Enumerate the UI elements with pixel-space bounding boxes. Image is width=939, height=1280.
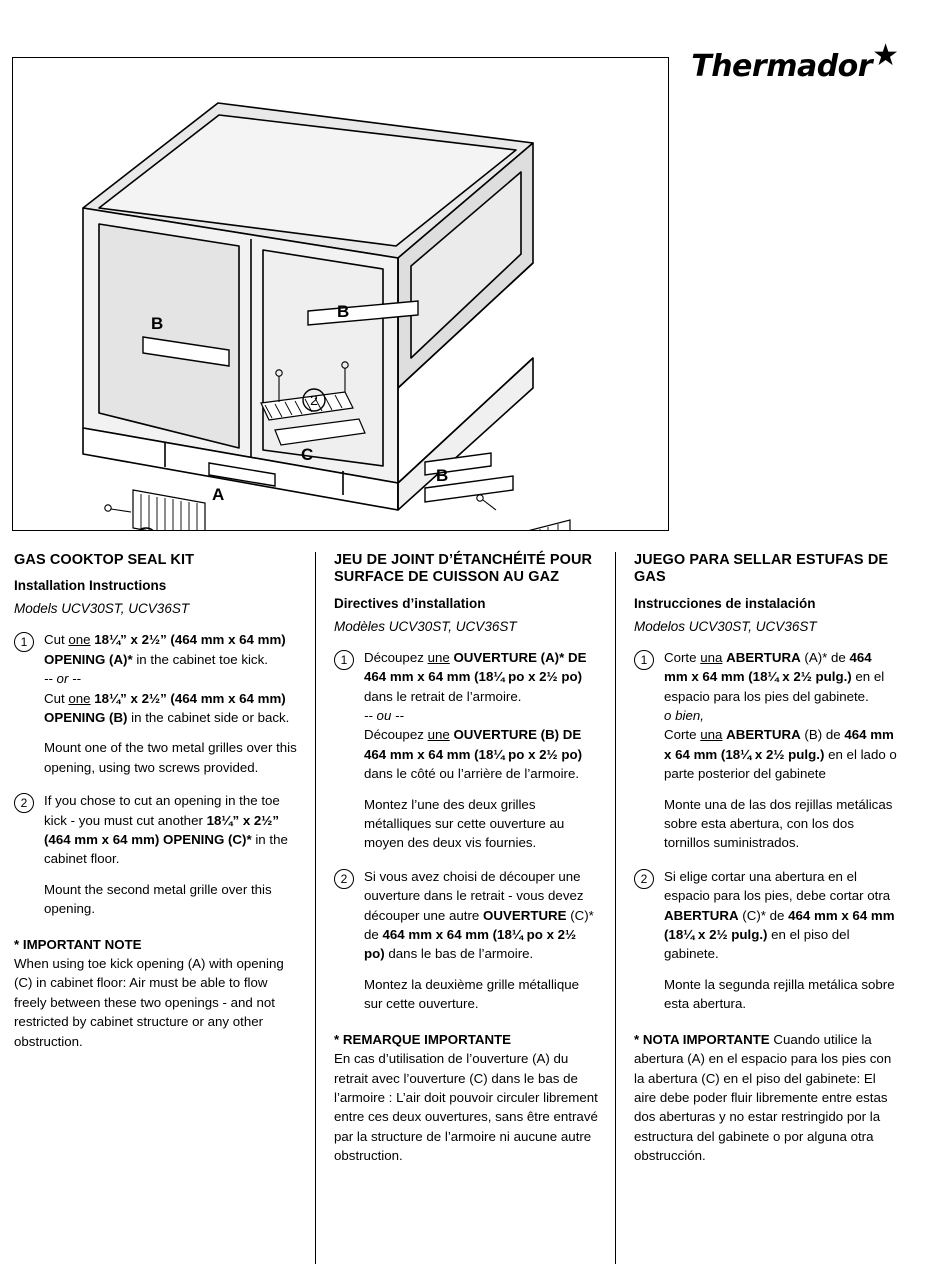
- callout-2: 2: [310, 392, 318, 408]
- step-number: 2: [334, 869, 354, 889]
- step-number: 2: [14, 793, 34, 813]
- label-c: C: [301, 445, 314, 464]
- step-para: Montez la deuxième grille métallique sur cette ouverture.: [364, 976, 580, 1012]
- models-es: Modelos UCV30ST, UCV36ST: [634, 618, 817, 634]
- column-spanish: [615, 552, 915, 1264]
- step-para: Montez l’une des deux grilles métalliques sur cette ouverture au moyen des deux vis fournies.: [364, 796, 565, 851]
- note-es: [634, 1030, 899, 1166]
- step-text: [44, 791, 299, 918]
- step-para: Si elige cortar una abertura en el espacio para los pies, debe cortar otra ABERTURA (C)* de 464 mm x 64 mm (18¼ x 2½ pulg.) en el piso del gabinete.: [664, 868, 895, 962]
- step-text: [44, 630, 299, 777]
- note-header: * REMARQUE IMPORTANTE: [334, 1031, 512, 1047]
- title-es: JUEGO PARA SELLAR ESTUFAS DE GAS: [634, 552, 889, 586]
- models-en: Models UCV30ST, UCV36ST: [14, 601, 190, 617]
- step-para: Cut one 18¼” x 2½” (464 mm x 64 mm) OPENING (A)* in the cabinet toe kick. -- or -- Cut one 18¼” x 2½” (464 mm x 64 mm) OPENING (B) in the cabinet side or back.: [44, 632, 290, 726]
- title-en: GAS COOKTOP SEAL KIT: [14, 552, 195, 568]
- brand-name: Thermador: [691, 49, 873, 84]
- note-body: When using toe kick opening (A) with opening (C) in cabinet floor: Air must be able to flow freely between these two openings - and not restricted by cabinet structure or any other obstruction.: [14, 956, 284, 1049]
- step-es-1: [634, 648, 899, 853]
- step-para: Mount one of the two metal grilles over this opening, using two screws provided.: [44, 740, 297, 775]
- column-french: [315, 552, 615, 1264]
- step-para: Si vous avez choisi de découper une ouverture dans le retrait - vous devez découper une autre OUVERTURE (C)* de 464 mm x 64 mm (18¼ po x 2½ po) dans le bas de l’armoire.: [364, 868, 594, 962]
- column-english: [14, 552, 315, 1264]
- step-text: [364, 867, 599, 1014]
- step-fr-1: [334, 648, 599, 853]
- instructions-columns: [14, 552, 926, 1264]
- note-fr: [334, 1030, 599, 1166]
- step-number: 1: [334, 650, 354, 670]
- step-es-2: [634, 867, 899, 1014]
- step-fr-2: [334, 867, 599, 1014]
- subtitle-es: Instrucciones de instalación: [634, 595, 816, 611]
- label-a-left: A: [212, 485, 225, 504]
- installation-illustration: [12, 57, 669, 531]
- note-body: En cas d’utilisation de l’ouverture (A) du retrait avec l’ouverture (C) dans le bas de l’armoire : L’air doit pouvoir circuler librement entre ces deux ouvertures, sans être entravé par la structure de l’armoire ni aucune autre obstruction.: [334, 1051, 598, 1164]
- step-text: [664, 867, 899, 1014]
- step-para: Monte una de las dos rejillas metálicas sobre esta abertura, con los dos tornillos suministrados.: [664, 796, 893, 851]
- step-en-1: [14, 630, 299, 777]
- cabinet-diagram: [13, 58, 668, 530]
- step-para: Monte la segunda rejilla metálica sobre esta abertura.: [664, 976, 895, 1012]
- label-b-right: B: [436, 466, 449, 485]
- label-b-left: B: [151, 314, 164, 333]
- note-en: [14, 935, 299, 1051]
- step-number: 2: [634, 869, 654, 889]
- models-fr: Modèles UCV30ST, UCV36ST: [334, 618, 517, 634]
- step-para: If you chose to cut an opening in the toe kick - you must cut another 18¼” x 2½” (464 mm x 64 mm) OPENING (C)* in the cabinet floor.: [44, 793, 288, 867]
- step-number: 1: [634, 650, 654, 670]
- title-fr: JEU DE JOINT D’ÉTANCHÉITÉ POUR SURFACE DE CUISSON AU GAZ: [334, 552, 593, 586]
- step-para: Découpez une OUVERTURE (A)* DE 464 mm x 64 mm (18¼ po x 2½ po) dans le retrait de l’armoire. -- ou -- Découpez une OUVERTURE (B) DE 464 mm x 64 mm (18¼ po x 2½ po) dans le côté ou l’arrière de l’armoire.: [364, 649, 587, 782]
- step-en-2: [14, 791, 299, 918]
- note-body: Cuando utilice la abertura (A) en el espacio para los pies con la abertura (C) en el piso del gabinete: El aire debe poder fluir libremente entre estas dos aberturas y no estar restringido por la estructura del gabinete o por alguna otra obstrucción.: [634, 1031, 892, 1164]
- step-para: Corte una ABERTURA (A)* de 464 mm x 64 mm (18¼ x 2½ pulg.) en el espacio para los pies del gabinete. o bien, Corte una ABERTURA (B) de 464 mm x 64 mm (18¼ x 2½ pulg.) en el lado o parte posterior del gabinete: [664, 649, 897, 782]
- step-text: [364, 648, 599, 853]
- note-header: * NOTA IMPORTANTE: [634, 1031, 770, 1047]
- brand-logo: [691, 39, 899, 84]
- step-number: 1: [14, 632, 34, 652]
- note-header: * IMPORTANT NOTE: [14, 936, 142, 952]
- subtitle-en: Installation Instructions: [14, 578, 167, 594]
- step-para: Mount the second metal grille over this opening.: [44, 881, 272, 917]
- star-icon: ★: [872, 39, 899, 72]
- subtitle-fr: Directives d’installation: [334, 595, 486, 611]
- step-text: [664, 648, 899, 853]
- label-b-top: B: [337, 302, 350, 321]
